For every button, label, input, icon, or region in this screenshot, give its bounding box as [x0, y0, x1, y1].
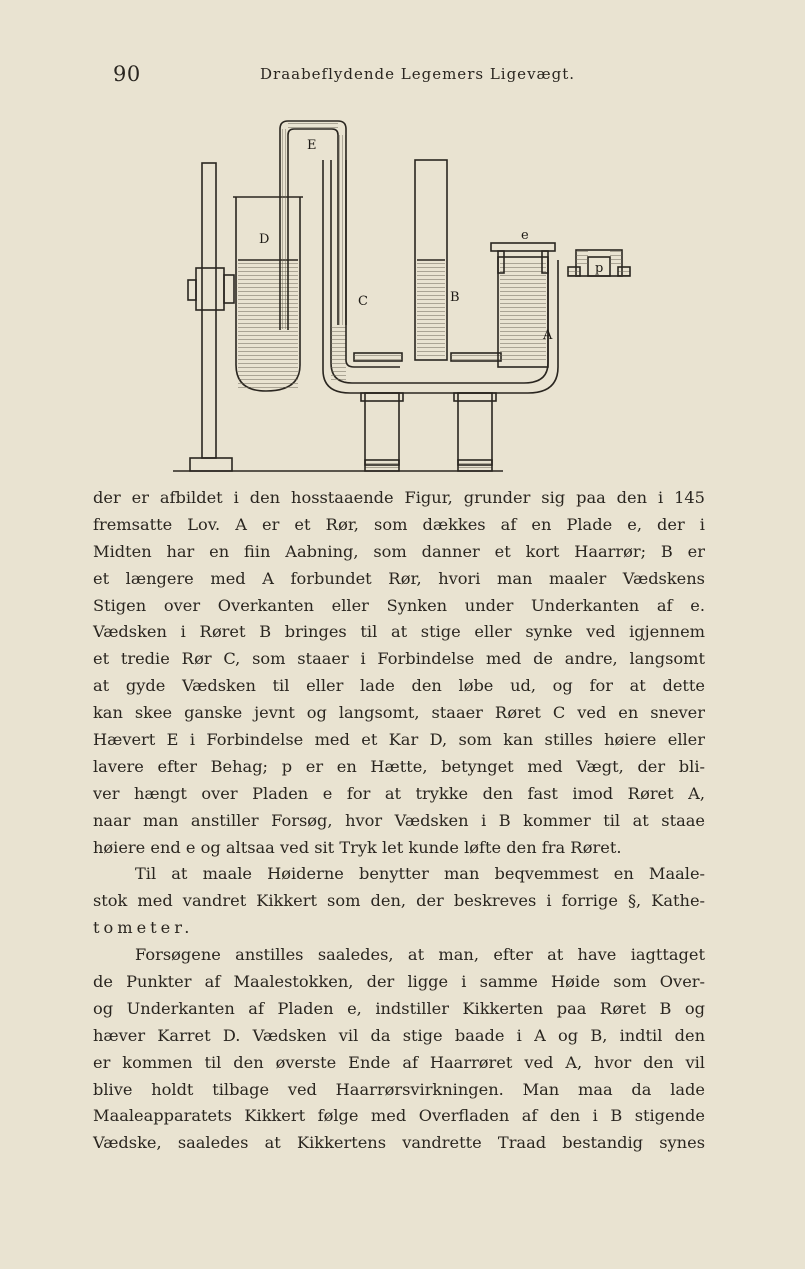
text-line: ver hængt over Pladen e for at trykke den fast imod Røret A,: [93, 783, 705, 803]
text-line: naar man anstiller Forsøg, hvor Vædsken i B kommer til at staae: [93, 810, 705, 830]
label-A: A: [543, 328, 553, 343]
apparatus-figure: [168, 115, 648, 477]
running-title: Draabeflydende Legemers Ligevægt.: [260, 65, 576, 83]
text-line: stok med vandret Kikkert som den, der beskreves i forrige §, Kathe-: [93, 891, 705, 911]
text-line: Maaleapparatets Kikkert følge med Overfladen af den i B stigende: [93, 1106, 705, 1126]
label-e: e: [521, 228, 529, 243]
text-line: tometer.: [93, 918, 194, 938]
label-B: B: [450, 290, 460, 305]
text-line: Forsøgene anstilles saaledes, at man, efter at have iagttaget: [135, 945, 705, 965]
text-line: og Underkanten af Pladen e, indstiller Kikkerten paa Røret B og: [93, 998, 705, 1018]
text-line: fremsatte Lov. A er et Rør, som dækkes af en Plade e, der i: [93, 514, 705, 534]
text-line: Stigen over Overkanten eller Synken under Underkanten af e.: [93, 595, 705, 615]
text-line: hæver Karret D. Vædsken vil da stige baade i A og B, indtil den: [93, 1025, 705, 1045]
body-text: [93, 485, 705, 1157]
text-line: blive holdt tilbage ved Haarrørsvirkningen. Man maa da lade: [93, 1079, 705, 1099]
text-line: et længere med A forbundet Rør, hvori man maaler Vædskens: [93, 568, 705, 588]
text-line: Vædsken i Røret B bringes til at stige eller synke ved igjennem: [93, 622, 705, 642]
text-line: Til at maale Høiderne benytter man beqvemmest en Maale-: [135, 864, 705, 884]
text-line: kan skee ganske jevnt og langsomt, staaer Røret C ved en snever: [93, 703, 705, 723]
label-p: p: [595, 261, 604, 276]
text-line: er kommen til den øverste Ende af Haarrøret ved A, hvor den vil: [93, 1052, 705, 1072]
label-D: D: [259, 232, 270, 247]
text-line: Midten har en fiin Aabning, som danner et kort Haarrør; B er: [93, 541, 705, 561]
text-line: Hævert E i Forbindelse med et Kar D, som kan stilles høiere eller: [93, 730, 705, 750]
text-line: Vædske, saaledes at Kikkertens vandrette Traad bestandig synes: [93, 1133, 705, 1153]
text-line: lavere efter Behag; p er en Hætte, betynget med Vægt, der bli-: [93, 756, 705, 776]
text-line: at gyde Vædsken til eller lade den løbe ud, og for at dette: [93, 676, 705, 696]
page-number: 90: [113, 62, 141, 86]
label-C: C: [358, 294, 368, 309]
text-line: høiere end e og altsaa ved sit Tryk let kunde løfte den fra Røret.: [93, 837, 622, 857]
text-line: der er afbildet i den hosstaaende Figur, grunder sig paa den i 145: [93, 488, 705, 507]
page-header: [113, 62, 593, 90]
apparatus-drawing: [168, 115, 648, 477]
text-line: de Punkter af Maalestokken, der ligge i samme Høide som Over-: [93, 972, 705, 992]
text-line: et tredie Rør C, som staaer i Forbindelse med de andre, langsomt: [93, 649, 705, 669]
label-E: E: [307, 138, 317, 153]
